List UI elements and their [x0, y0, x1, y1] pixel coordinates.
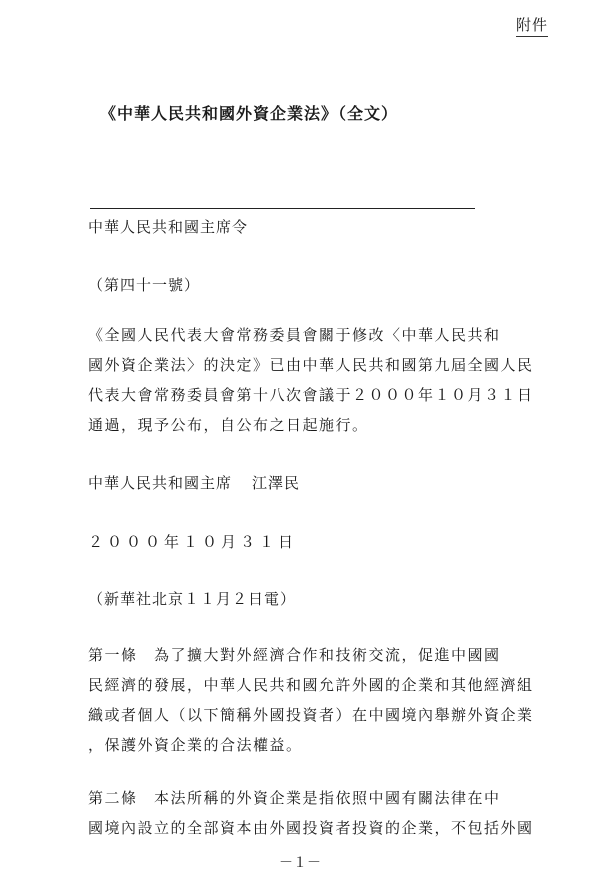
- signatory-title: 中華人民共和國主席: [88, 474, 233, 492]
- issue-date: ２０００年１０月３１日: [88, 533, 298, 551]
- paragraph-line: 國境內設立的全部資本由外國投資者投資的企業，不包括外國: [88, 819, 534, 837]
- page-number: －１－: [279, 855, 321, 871]
- paragraph-line: 織或者個人（以下簡稱外國投資者）在中國境內舉辦外資企業: [88, 706, 534, 724]
- paragraph-line: ，保護外資企業的合法權益。: [88, 736, 303, 754]
- order-heading: 中華人民共和國主席令: [88, 218, 249, 236]
- order-number: （第四十一號）: [88, 276, 201, 294]
- decision-paragraph: [88, 320, 534, 440]
- article-1: [88, 640, 534, 760]
- signatory-name: 江澤民: [252, 474, 301, 492]
- paragraph-line: 《全國人民代表大會常務委員會關于修改〈中華人民共和: [88, 326, 501, 344]
- document-title: 《中華人民共和國外資企業法》（全文）: [100, 104, 399, 123]
- article-2: [88, 783, 534, 843]
- paragraph-line: 民經濟的發展，中華人民共和國允許外國的企業和其他經濟組: [88, 676, 534, 694]
- paragraph-line: 代表大會常務委員會第十八次會議于２０００年１０月３１日: [88, 386, 534, 404]
- paragraph-line: 國外資企業法〉的決定》已由中華人民共和國第九屆全國人民: [88, 356, 534, 374]
- separator-line: [90, 208, 475, 209]
- signatory: [88, 472, 300, 493]
- news-source: （新華社北京１１月２日電）: [88, 590, 297, 608]
- paragraph-line: 第一條 為了擴大對外經濟合作和技術交流，促進中國國: [88, 646, 501, 664]
- paragraph-line: 第二條 本法所稱的外資企業是指依照中國有關法律在中: [88, 789, 501, 807]
- attachment-label: 附件: [516, 14, 548, 37]
- paragraph-line: 通過，現予公布，自公布之日起施行。: [88, 416, 369, 434]
